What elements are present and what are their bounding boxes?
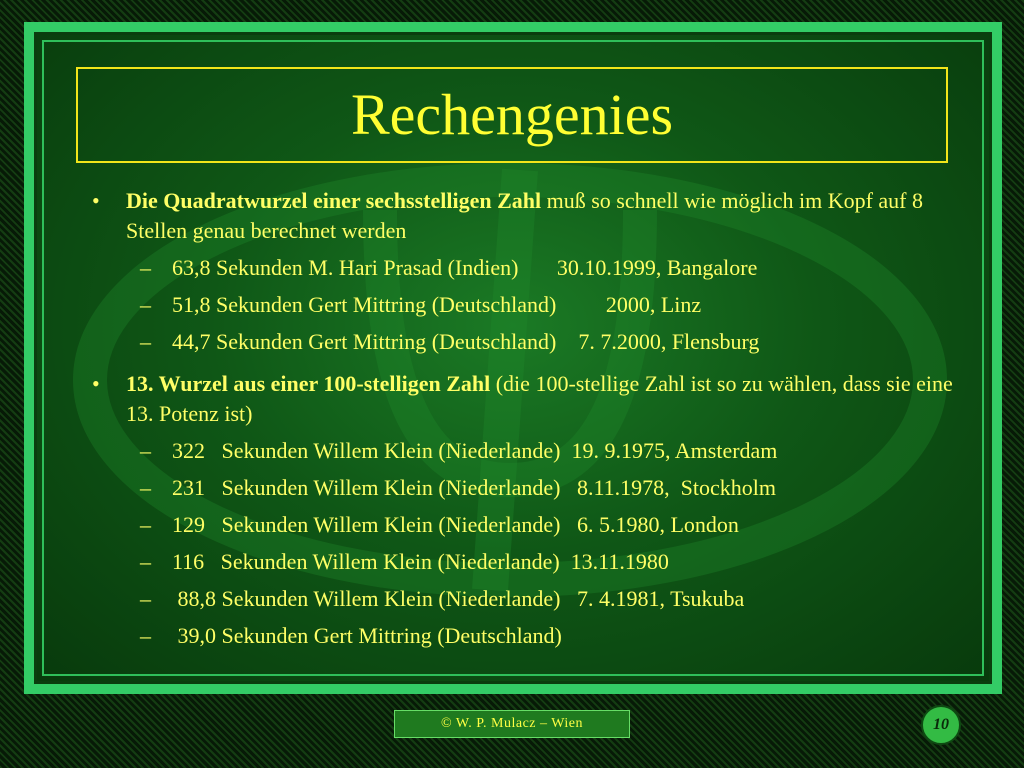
list-item — [92, 473, 972, 503]
list-item — [92, 547, 972, 577]
list-item — [92, 290, 972, 320]
list-item-text: 129 Sekunden Willem Klein (Niederlande) 6. 5.1980, London — [172, 512, 739, 537]
list-item — [92, 621, 972, 651]
sublist-13th-root — [92, 436, 972, 651]
list-item — [92, 584, 972, 614]
list-item-text: 322 Sekunden Willem Klein (Niederlande) 19. 9.1975, Amsterdam — [172, 438, 778, 463]
title-box — [76, 67, 948, 163]
bullet-marker: • — [92, 371, 100, 396]
dash-marker: – — [140, 475, 151, 500]
list-item — [92, 253, 972, 283]
dash-marker: – — [140, 255, 151, 280]
dash-marker: – — [140, 586, 151, 611]
dash-marker: – — [140, 292, 151, 317]
list-item — [92, 436, 972, 466]
slide-title: Rechengenies — [350, 82, 674, 147]
list-item-text: 44,7 Sekunden Gert Mittring (Deutschland) 7. 7.2000, Flensburg — [172, 329, 760, 354]
list-item-text: 88,8 Sekunden Willem Klein (Niederlande) 7. 4.1981, Tsukuba — [172, 586, 745, 611]
list-item — [92, 327, 972, 357]
list-item — [92, 510, 972, 540]
dash-marker: – — [140, 512, 151, 537]
list-item-text: 116 Sekunden Willem Klein (Niederlande) 13.11.1980 — [172, 549, 669, 574]
list-item-text: 39,0 Sekunden Gert Mittring (Deutschland) — [172, 623, 562, 648]
dash-marker: – — [140, 623, 151, 648]
bullet-heading: 13. Wurzel aus einer 100-stelligen Zahl — [126, 371, 491, 396]
bullet-text: (die 100-stellige Zahl ist so zu wählen, dass sie eine 13. Potenz ist) — [126, 371, 953, 426]
slide-content — [92, 186, 972, 663]
footer-credit: © W. P. Mulacz – Wien — [394, 710, 630, 738]
bullet-text: muß so schnell wie möglich im Kopf auf 8 Stellen genau berechnet werden — [126, 188, 924, 243]
bullet-13th-root — [92, 369, 972, 429]
list-item-text: 63,8 Sekunden M. Hari Prasad (Indien) 30.10.1999, Bangalore — [172, 255, 758, 280]
dash-marker: – — [140, 329, 151, 354]
bullet-heading: Die Quadratwurzel einer sechsstelligen Zahl — [126, 188, 542, 213]
dash-marker: – — [140, 438, 151, 463]
bullet-marker: • — [92, 188, 100, 213]
sublist-square-root — [92, 253, 972, 357]
dash-marker: – — [140, 549, 151, 574]
bullet-square-root — [92, 186, 972, 246]
page-number: 10 — [921, 705, 961, 745]
list-item-text: 51,8 Sekunden Gert Mittring (Deutschland) 2000, Linz — [172, 292, 702, 317]
list-item-text: 231 Sekunden Willem Klein (Niederlande) 8.11.1978, Stockholm — [172, 475, 777, 500]
